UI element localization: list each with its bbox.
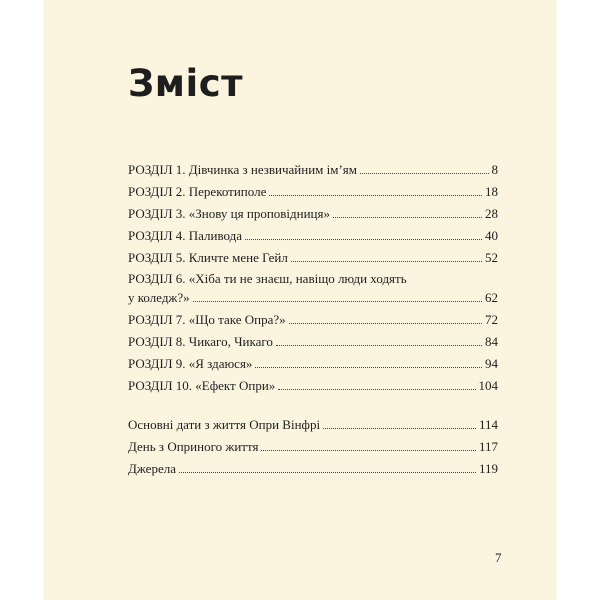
toc-entry-page: 28 bbox=[485, 206, 498, 221]
toc-entry-label: РОЗДІЛ 2. Перекотиполе bbox=[128, 184, 267, 199]
toc-entry-chapter-3 bbox=[128, 199, 498, 221]
toc-entry-label: РОЗДІЛ 4. Паливода bbox=[128, 228, 243, 243]
toc-entry-label: День з Оприного життя bbox=[128, 439, 259, 454]
dot-leader bbox=[289, 322, 482, 324]
toc-entry-label: РОЗДІЛ 6. «Хіба ти не знаєш, навіщо люди ходять bbox=[128, 271, 407, 286]
toc-entry-label: РОЗДІЛ 1. Дівчинка з незвичайним ім’ям bbox=[128, 162, 358, 177]
toc-entry-sources bbox=[128, 454, 498, 476]
toc-entry-page: 8 bbox=[491, 162, 498, 177]
section-spacer bbox=[128, 393, 498, 410]
toc-entry-page: 52 bbox=[485, 250, 498, 265]
dot-leader bbox=[245, 238, 482, 240]
toc-entry-page: 94 bbox=[485, 356, 498, 371]
dot-leader bbox=[291, 260, 482, 262]
toc-entry-continuation bbox=[128, 286, 498, 305]
toc-entry-label: Джерела bbox=[128, 461, 176, 476]
toc-entry-page: 62 bbox=[485, 290, 498, 305]
toc-entry-label: РОЗДІЛ 10. «Ефект Опри» bbox=[128, 378, 276, 393]
toc-entry-chapter-6 bbox=[128, 265, 498, 305]
dot-leader bbox=[276, 344, 482, 346]
toc-entry-page: 18 bbox=[485, 184, 498, 199]
toc-entry-key-dates bbox=[128, 410, 498, 432]
toc-entry-chapter-2 bbox=[128, 177, 498, 199]
book-page bbox=[44, 0, 556, 600]
page-title: Зміст bbox=[128, 62, 244, 105]
toc-entry-chapter-1 bbox=[128, 155, 498, 177]
dot-leader bbox=[269, 194, 482, 196]
toc-entry-chapter-9 bbox=[128, 349, 498, 371]
dot-leader bbox=[323, 427, 476, 429]
toc-entry-chapter-10 bbox=[128, 371, 498, 393]
toc-entry-page: 119 bbox=[478, 461, 498, 476]
toc-entry-page: 114 bbox=[478, 417, 498, 432]
toc-entry-day-in-life bbox=[128, 432, 498, 454]
toc-entry-label: РОЗДІЛ 5. Кличте мене Гейл bbox=[128, 250, 288, 265]
toc-entry-page: 72 bbox=[485, 312, 498, 327]
toc-entry-chapter-4 bbox=[128, 221, 498, 243]
toc-entry-chapter-8 bbox=[128, 327, 498, 349]
toc-entry-label: РОЗДІЛ 8. Чикаго, Чикаго bbox=[128, 334, 273, 349]
toc-entry-label: Основні дати з життя Опри Вінфрі bbox=[128, 417, 321, 432]
toc-entry-page: 40 bbox=[485, 228, 498, 243]
toc-entry-page: 104 bbox=[478, 378, 498, 393]
toc-entry-chapter-5 bbox=[128, 243, 498, 265]
dot-leader bbox=[255, 366, 482, 368]
dot-leader bbox=[193, 300, 482, 302]
toc-entry-chapter-7 bbox=[128, 305, 498, 327]
dot-leader bbox=[179, 471, 476, 473]
dot-leader bbox=[360, 172, 488, 174]
toc-entry-page: 117 bbox=[478, 439, 498, 454]
table-of-contents bbox=[128, 155, 498, 476]
page-number: 7 bbox=[495, 550, 502, 565]
dot-leader bbox=[333, 216, 482, 218]
toc-entry-label: РОЗДІЛ 9. «Я здаюся» bbox=[128, 356, 253, 371]
dot-leader bbox=[278, 388, 475, 390]
toc-entry-label-continued: у коледж?» bbox=[128, 290, 190, 305]
toc-entry-label: РОЗДІЛ 3. «Знову ця проповідниця» bbox=[128, 206, 330, 221]
dot-leader bbox=[261, 449, 476, 451]
toc-entry-label: РОЗДІЛ 7. «Що таке Опра?» bbox=[128, 312, 286, 327]
toc-entry-page: 84 bbox=[485, 334, 498, 349]
